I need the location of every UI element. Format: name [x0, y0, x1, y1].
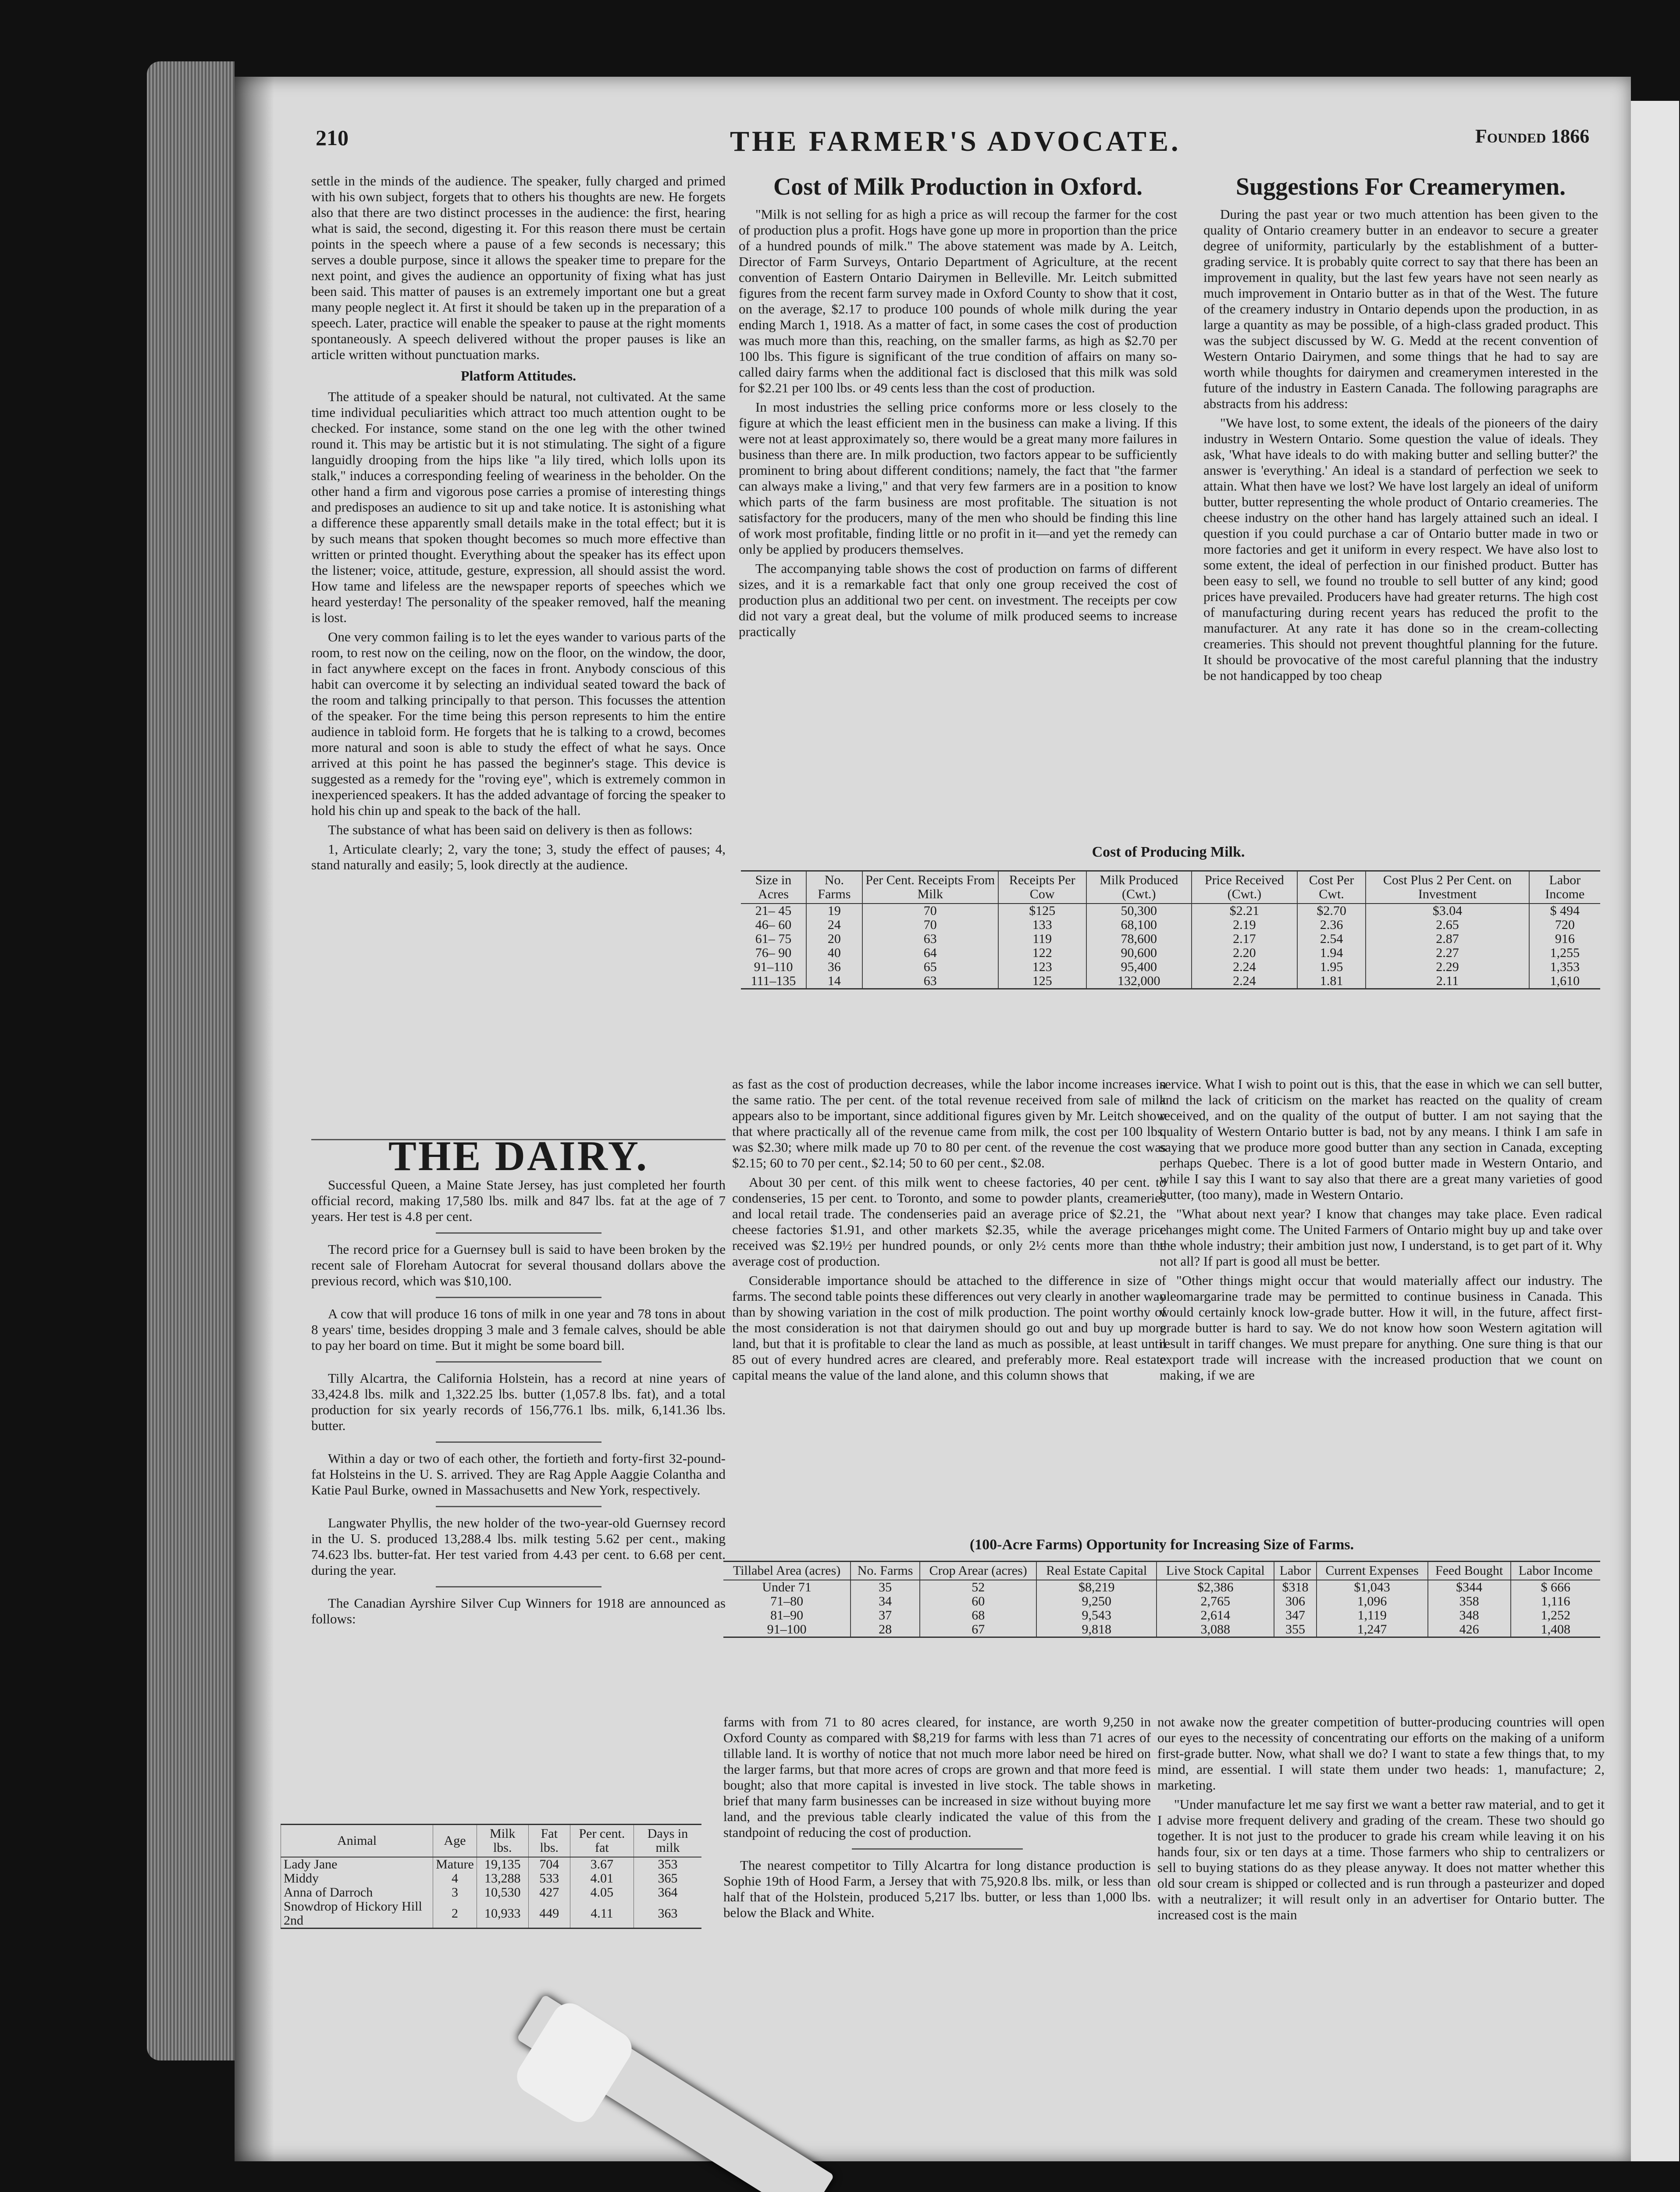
table-cell: 1,353	[1529, 960, 1600, 974]
table-cell: 76– 90	[755, 946, 792, 960]
table-header: Milk Produced (Cwt.)	[1086, 871, 1192, 904]
table-cell: Lady Jane	[281, 1857, 433, 1872]
table-header: Tillabel Area (acres)	[723, 1562, 851, 1580]
paragraph: service. What I wish to point out is this, that the ease in which we can sell butter, and the lack of criticism on the market has reacted on the quality of cream received, and on the quality of the output of butter. I am not saying that the quality of Western Ontario butter is bad, not by any means. I think I am safe in saying that we produce more good butter than any section in Canada, excepting perhaps Quebec. There is a lot of good butter made in Western Ontario, and while I say this I want to say also that there are a great many varieties of good butter, (too many), made in Western Ontario.	[1160, 1076, 1602, 1202]
table-row	[723, 1594, 1600, 1608]
table-cell: 2,614	[1157, 1608, 1274, 1623]
table-header: Milk lbs.	[477, 1825, 528, 1858]
table-cell: 10,933	[477, 1900, 528, 1929]
table-cell: 4	[433, 1872, 477, 1886]
middle-column-continued	[732, 1076, 1166, 1387]
table-cell: 132,000	[1086, 974, 1192, 989]
table-cell: 2	[433, 1900, 477, 1929]
table-cell: 2.17	[1192, 932, 1297, 946]
table-cell: 2.54	[1297, 932, 1366, 946]
table-cell: 2.87	[1366, 932, 1529, 946]
table-cell: Middy	[281, 1872, 433, 1886]
table-cell: 2.11	[1366, 974, 1529, 989]
section-title: THE DAIRY.	[388, 1132, 649, 1179]
table-cell: $2.70	[1297, 904, 1366, 918]
table-cell: 65	[862, 960, 998, 974]
table-cell: 9,818	[1036, 1623, 1157, 1637]
table-cell: 9,250	[1036, 1594, 1157, 1608]
table-row	[741, 904, 1600, 918]
article-headline: Cost of Milk Production in Oxford.	[773, 173, 1143, 200]
paragraph: The substance of what has been said on delivery is then as follows:	[328, 822, 693, 837]
table-cell: 123	[998, 960, 1086, 974]
table-cell: 37	[851, 1608, 920, 1623]
paragraph: Tilly Alcartra, the California Holstein, has a record at nine years of 33,424.8 lbs. milk and 1,322.25 lbs. butter (1,057.8 lbs. fat), and a total production for six yearly records of 156,776.1 lbs. milk, 6,141.36 lbs. butter.	[311, 1370, 726, 1433]
table-cell: 63	[862, 974, 998, 989]
table-cell: 50,300	[1086, 904, 1192, 918]
table-cell: 64	[862, 946, 998, 960]
gutter-shadow	[235, 77, 274, 2161]
subheading: Platform Attitudes.	[460, 368, 577, 384]
table-cell: 28	[851, 1623, 920, 1637]
table-row	[281, 1900, 702, 1929]
paragraph: In most industries the selling price conforms more or less closely to the figure at which the least efficient men in the business can make a living. If this were not at least approximately so, there would be a great many more failures in business than there are. In milk production, two factors appear to be sufficiently prominent to bring about different conditions; namely, the fact that "the farmer can always make a living," and that very few farmers are in a position to know which parts of the farm business are most profitable. The situation is not satisfactory for the producers, many of the men who should be finding this line of work most profitable, finding little or no profit in it—and yet the remedy can only be applied by producers themselves.	[739, 399, 1177, 557]
table-cell: 70	[862, 904, 998, 918]
table-cell: 1,252	[1511, 1608, 1600, 1623]
paragraph: "Milk is not selling for as high a price as will recoup the farmer for the cost of production plus a profit. Hogs have gone up more in proportion than the price of a hundred pounds of milk." The above statement was made by A. Leitch, Director of Farm Surveys, Ontario Department of Agriculture, at the recent convention of Eastern Ontario Dairymen in Belleville. Mr. Leitch submitted figures from the recent farm survey made in Oxford County to show that it cost, on the average, $2.17 to produce 100 pounds of whole milk during the year ending March 1, 1918. As a matter of fact, in some cases the cost of production was much more than this, reaching, on the smaller farms, as high as $2.70 per 100 lbs. This figure is significant of the true condition of affairs on many so-called dairy farms when the additional fact is disclosed that this milk was sold for $2.21 per 100 lbs. or 49 cents less than the cost of production.	[739, 206, 1177, 395]
table-cell: 78,600	[1086, 932, 1192, 946]
table-cell: 306	[1274, 1594, 1316, 1608]
table-cell: 68	[920, 1608, 1036, 1623]
founded-line: Founded 1866	[1475, 125, 1590, 147]
table-header: No. Farms	[806, 871, 862, 904]
table-header: Days in milk	[634, 1825, 701, 1858]
divider	[436, 1232, 602, 1234]
table-cell: $3.04	[1366, 904, 1529, 918]
page-number: 210	[316, 125, 349, 150]
table-cell: 3	[433, 1886, 477, 1900]
paragraph: Successful Queen, a Maine State Jersey, has just completed her fourth official record, making 17,580 lbs. milk and 847 lbs. fat at the age of 7 years. Her test is 4.8 per cent.	[311, 1177, 726, 1224]
paragraph: The Canadian Ayrshire Silver Cup Winners for 1918 are announced as follows:	[311, 1595, 726, 1626]
table-cell: 81–90	[770, 1608, 804, 1623]
paragraph: "Other things might occur that would materially affect our industry. The oleomargarine trade may be permitted to continue business in Canada. This would certainly knock low-grade butter. How it will, in the future, affect first-grade butter is hard to say. We do not know how soon Western agitation will result in tariff changes. We must prepare for anything. One sure thing is that our export trade will increase with the increased production that we count on making, if we are	[1160, 1273, 1602, 1383]
table-header: Cost Plus 2 Per Cent. on Investment	[1366, 871, 1529, 904]
table-cell: 20	[806, 932, 862, 946]
paragraph: Within a day or two of each other, the fortieth and forty-first 32-pound-fat Holsteins in the U. S. arrived. They are Rag Apple Aaggie Colantha and Katie Paul Burke, owned in Massachusetts and New York, respectively.	[311, 1451, 726, 1498]
table-cell: 364	[634, 1886, 701, 1900]
paragraph: Langwater Phyllis, the new holder of the two-year-old Guernsey record in the U. S. produced 13,288.4 lbs. milk testing 5.62 per cent., making 74.623 lbs. butter-fat. Her test varied from 4.43 per cent. to 6.68 per cent. during the year.	[311, 1515, 726, 1578]
table-cell: 19	[806, 904, 862, 918]
table-cell: 4.05	[570, 1886, 634, 1900]
ayrshire-table	[281, 1824, 701, 1929]
table-cell: 68,100	[1086, 918, 1192, 932]
table-cell: $2.21	[1192, 904, 1297, 918]
table-header: Labor Income	[1511, 1562, 1600, 1580]
table-header: Receipts Per Cow	[998, 871, 1086, 904]
paragraph: The accompanying table shows the cost of production on farms of different sizes, and it is a remarkable fact that only one group received the cost of production plus an additional two per cent. on investment. The receipts per cow did not vary a great deal, but the volume of milk produced seems to increase practically	[739, 561, 1177, 639]
right-column	[1203, 173, 1598, 687]
table-cell: 133	[998, 918, 1086, 932]
paragraph: A cow that will produce 16 tons of milk in one year and 78 tons in about 8 years' time, besides dropping 3 male and 3 female calves, should be able to pay her board on time. But it might be some board bill.	[311, 1306, 726, 1353]
table-header: Fat lbs.	[528, 1825, 570, 1858]
table-cell: 67	[920, 1623, 1036, 1637]
table-cell: 95,400	[1086, 960, 1192, 974]
table-cell: 358	[1428, 1594, 1511, 1608]
table-header: Animal	[281, 1825, 433, 1858]
table-cell: 60	[920, 1594, 1036, 1608]
table-header: Feed Bought	[1428, 1562, 1511, 1580]
table-row	[741, 974, 1600, 989]
masthead-title: THE FARMER'S ADVOCATE.	[730, 125, 1181, 157]
table-cell: 533	[528, 1872, 570, 1886]
divider	[436, 1297, 602, 1298]
table-cell: 427	[528, 1886, 570, 1900]
table-cell: 2.20	[1192, 946, 1297, 960]
table-cell: 704	[528, 1857, 570, 1872]
middle-column	[739, 173, 1177, 643]
table-cell: 355	[1274, 1623, 1316, 1637]
table-cell: 2.19	[1192, 918, 1297, 932]
table-cell: 10,530	[477, 1886, 528, 1900]
table-cell: 91–100	[723, 1623, 851, 1637]
table-cell: 4.11	[570, 1900, 634, 1929]
paragraph: Considerable importance should be attached to the difference in size of farms. The second table points these differences out very clearly in another way than by showing variation in the cost of milk production. The point worthy of the most consideration is not that dairymen should go out and buy up more land, but that it is profitable to clear the land as much as possible, at least until 85 out of every hundred acres are cleared, and preferably more. Real estate capital means the value of the land alone, and this column shows that	[732, 1273, 1166, 1383]
table-cell: 1,116	[1511, 1594, 1600, 1608]
table-cell: 365	[634, 1872, 701, 1886]
paragraph: The nearest competitor to Tilly Alcartra for long distance production is Sophie 19th of Hood Farm, a Jersey that with 75,920.8 lbs. milk, or less than half that of the Holstein, produced 5,217 lbs. butter, or less than 1,000 lbs. below the Black and White.	[723, 1858, 1151, 1920]
table-cell: 61– 75	[755, 932, 792, 946]
right-column-bottom	[1157, 1714, 1605, 1926]
table-cell: 19,135	[477, 1857, 528, 1872]
divider	[436, 1441, 602, 1443]
table-header: Price Received (Cwt.)	[1192, 871, 1297, 904]
table-cell: 119	[998, 932, 1086, 946]
table-header: Cost Per Cwt.	[1297, 871, 1366, 904]
table-cell: 1,255	[1529, 946, 1600, 960]
table-cell: $ 666	[1511, 1580, 1600, 1594]
table-header: Current Expenses	[1317, 1562, 1428, 1580]
table-cell: 34	[851, 1594, 920, 1608]
table-cell: 1.81	[1297, 974, 1366, 989]
table-cell: 63	[862, 932, 998, 946]
table-row	[741, 918, 1600, 932]
table-cell: Anna of Darroch	[281, 1886, 433, 1900]
divider	[436, 1361, 602, 1363]
table-cell: 2.29	[1366, 960, 1529, 974]
table-cell: Snowdrop of Hickory Hill 2nd	[281, 1900, 433, 1929]
table-cell: Under 71	[762, 1580, 812, 1594]
table-header: Per Cent. Receipts From Milk	[862, 871, 998, 904]
paragraph: The attitude of a speaker should be natural, not cultivated. At the same time individual peculiarities which attract too much attention ought to be checked. For instance, some stand on the one leg with the other twined round it. This may be artistic but it is not stimulating. The sight of a figure languidly drooping from the hips like "a lily tired, which lolls upon its stalk," induces a corresponding feeling of weariness in the beholder. On the other hand a firm and vigorous pose carries a promise of interesting things and predisposes an audience to sit up and take notice. It is astonishing what a difference these apparently small details make in the total effect; but it is by such means that spoken thought becomes so much more effective than written or printed thought. Everything about the speaker has its effect upon the listener; voice, attitude, gesture, expression, all should assist the word. How tame and lifeless are the newspaper reports of speeches which we heard yesterday! The personality of the speaker removed, half the meaning is lost.	[311, 389, 726, 625]
table-row	[741, 960, 1600, 974]
table-cell: 21– 45	[755, 904, 792, 918]
table-cell: 14	[806, 974, 862, 989]
table-row	[723, 1608, 1600, 1623]
table-cell: 348	[1428, 1608, 1511, 1623]
table-cell: Mature	[433, 1857, 477, 1872]
table-row	[741, 946, 1600, 960]
paragraph: not awake now the greater competition of butter-producing countries will open our eyes to the necessity of concentrating our efforts on the making of a uniform first-grade butter. Now, what shall we do? I want to state a few things that, to my mind, are essential. I will state them under two heads: 1, manufacture; 2, marketing.	[1157, 1714, 1605, 1793]
dairy-section	[311, 1131, 726, 1630]
table-cell: 2.65	[1366, 918, 1529, 932]
table-cell: 1,096	[1317, 1594, 1428, 1608]
divider	[852, 1848, 1023, 1850]
left-column	[311, 173, 726, 876]
table-cell: 1,119	[1317, 1608, 1428, 1623]
table-cell: 9,543	[1036, 1608, 1157, 1623]
table-cell: $ 494	[1529, 904, 1600, 918]
table-cell: 46– 60	[755, 918, 792, 932]
paragraph: "What about next year? I know that changes may take place. Even radical changes might come. The United Farmers of Ontario might buy up and take over the whole industry; their ambition just now, I understand, is to get part of it. Why not all? If part is good all must be better.	[1160, 1206, 1602, 1269]
table-header: Age	[433, 1825, 477, 1858]
table-cell: 36	[806, 960, 862, 974]
table-cell: 449	[528, 1900, 570, 1929]
table-title: (100-Acre Farms) Opportunity for Increasing Size of Farms.	[969, 1537, 1354, 1553]
paragraph: About 30 per cent. of this milk went to cheese factories, 40 per cent. to condenseries, 15 per cent. to Toronto, and some to powder plants, creameries and local retail trade. The condenseries paid an average price of $2.21, the cheese factories $1.91, and other markets $2.35, while the average price received was $2.19½ per hundred pounds, or only 2½ cents more than the average cost of production.	[732, 1174, 1166, 1269]
table-cell: 91–110	[754, 960, 793, 974]
middle-column-bottom	[723, 1714, 1151, 1924]
table-cell: 4.01	[570, 1872, 634, 1886]
paragraph: "We have lost, to some extent, the ideals of the pioneers of the dairy industry in Western Ontario. Some question the value of ideals. They ask, 'What have ideals to do with making butter and selling butter?' the answer is 'everything.' An ideal is a standard of perfection we seek to attain. What then have we lost? We have lost largely an ideal of uniform butter, butter representing the whole product of Ontario creameries. The cheese industry on the other hand has largely attained such an ideal. I question if you could purchase a car of Ontario butter made in two or more factories and get it uniform in every respect. We have also lost to some extent, the ideal of perfection in our finished product. Butter has been easy to sell, we found no trouble to sell butter of any kind; good prices have prevailed. Producers have had greater returns. The high cost of manufacturing during recent years has reduced the profit to the manufacturer. At any rate it has done so in the cream-collecting creameries. This should not prevent thoughtful planning for the future. It should be provocative of the most careful planning that the industry be not handicapped by too cheap	[1203, 415, 1598, 683]
table-header: Crop Arear (acres)	[920, 1562, 1036, 1580]
table-cell: 353	[634, 1857, 701, 1872]
table-cell: 40	[806, 946, 862, 960]
table-cell: 2.36	[1297, 918, 1366, 932]
table-cell: $1,043	[1317, 1580, 1428, 1594]
table-row	[723, 1580, 1600, 1594]
paragraph: One very common failing is to let the eyes wander to various parts of the room, to rest now on the ceiling, now on the floor, on the window, the door, in fact anywhere except on the faces in front. Anybody conscious of this habit can overcome it by selecting an individual seated toward the back of the room and talking principally to that person. This focusses the attention of the speaker. For the time being this person represents to him the entire audience in tabloid form. He forgets that he is talking to a crowd, becomes more natural and soon is able to study the effect of what he says. Once arrived at this point he has passed the beginner's stage. This device is suggested as a remedy for the "roving eye", which is extremely common in inexperienced speakers. It has the added advantage of forcing the speaker to hold his chin up and speak to the back of the hall.	[311, 629, 726, 818]
table-cell: 111–135	[741, 974, 806, 989]
table-row	[741, 932, 1600, 946]
paragraph: "Under manufacture let me say first we want a better raw material, and to get it I advise more frequent delivery and grading of the cream. These two should go together. It is not just to the producer to grade his cream while leaving it on his hands four, six or ten days at a time. Those farmers who ship to centralizers or sell to buying stations do as they please anyway. It does not matter whether this old sour cream is shipped or collected and is run through a pasteurizer and doped with a neutralizer; it will result only in an advertiser for Ontario butter. The increased cost is the main	[1157, 1797, 1605, 1922]
table-cell: 1,610	[1529, 974, 1600, 989]
table-row	[723, 1623, 1600, 1637]
table-cell: 1.94	[1297, 946, 1366, 960]
table-row	[281, 1857, 702, 1872]
table-cell: $2,386	[1157, 1580, 1274, 1594]
table-cell: 426	[1428, 1623, 1511, 1637]
table-cell: $344	[1428, 1580, 1511, 1594]
paragraph: settle in the minds of the audience. The speaker, fully charged and primed with his own subject, forgets that to others his thoughts are new. He forgets also that there are two distinct processes in the audience: the first, hearing what is said, the second, digesting it. For this reason there must be certain points in the speech where a pause of a few seconds is necessary; this serves a double purpose, since it allows the speaker time to prepare for the next point, and gives the audience an opportunity of fixing what has just been said. This matter of pauses is an extremely important one but a great many people neglect it. At first it should be taken up in the preparation of a speech. Later, practice will enable the speaker to pause at the right moments spontaneously. A speech delivered without the proper pauses is like an article written without punctuation marks.	[311, 173, 726, 362]
table-header: Size in Acres	[741, 871, 806, 904]
right-column-continued	[1160, 1076, 1602, 1387]
table-cell: $318	[1274, 1580, 1316, 1594]
table-cell: 70	[862, 918, 998, 932]
table-cell: 125	[998, 974, 1086, 989]
table-cell: 363	[634, 1900, 701, 1929]
table-cell: 3.67	[570, 1857, 634, 1872]
table-cell: 1,247	[1317, 1623, 1428, 1637]
table-header: Per cent. fat	[570, 1825, 634, 1858]
table-cell: $8,219	[1036, 1580, 1157, 1594]
table-header: Real Estate Capital	[1036, 1562, 1157, 1580]
table-cell: 24	[806, 918, 862, 932]
table-row	[281, 1872, 702, 1886]
cost-of-producing-milk-table	[741, 870, 1600, 989]
table-cell: 3,088	[1157, 1623, 1274, 1637]
table-header: Labor	[1274, 1562, 1316, 1580]
table-cell: 2,765	[1157, 1594, 1274, 1608]
table-cell: 52	[920, 1580, 1036, 1594]
paragraph: as fast as the cost of production decreases, while the labor income increases in the same ratio. The per cent. of the total revenue received from sale of milk appears also to be important, since additional figures given by Mr. Leitch show that where practically all of the revenue came from milk, the cost per 100 lbs. was $2.30; where milk made up 70 to 80 per cent. of the revenue the cost was $2.15; 60 to 70 per cent., $2.14; 50 to 60 per cent., $2.08.	[732, 1076, 1166, 1171]
paragraph: The record price for a Guernsey bull is said to have been broken by the recent sale of Floreham Autocrat for several thousand dollars above the previous record, which was $10,100.	[311, 1242, 726, 1288]
table-cell: 71–80	[770, 1594, 804, 1608]
table-row	[281, 1886, 702, 1900]
paragraph: farms with from 71 to 80 acres cleared, for instance, are worth 9,250 in Oxford County as compared with $8,219 for farms with less than 71 acres of tillable land. It is worthy of notice that not much more labor need be hired on the larger farms, but that more acres of crops are grown and that more feed is bought; also that more capital is invested in live stock. The table shows in brief that many farm businesses can be increased in size without buying more land, and the previous table clearly indicated the value of this from the standpoint of reducing the cost of production.	[723, 1714, 1151, 1840]
table-cell: 2.24	[1192, 960, 1297, 974]
table-cell: $125	[998, 904, 1086, 918]
divider	[436, 1586, 602, 1587]
table-cell: 916	[1529, 932, 1600, 946]
table-header: No. Farms	[851, 1562, 920, 1580]
table-cell: 347	[1274, 1608, 1316, 1623]
table-header: Live Stock Capital	[1157, 1562, 1274, 1580]
table-cell: 90,600	[1086, 946, 1192, 960]
table-cell: 35	[851, 1580, 920, 1594]
table-title: Cost of Producing Milk.	[1092, 844, 1245, 860]
paragraph: During the past year or two much attention has been given to the quality of Ontario creamery butter in an endeavor to secure a greater degree of uniformity, particularly by the establishment of a butter-grading service. It is probably quite correct to say that there has been an improvement in quality, but the last few years have not seen nearly as much improvement in Ontario butter as in that of the West. The future of the creamery industry in Ontario depends upon the production, in as large a quantity as may be possible, of a high-class graded product. This was the subject discussed by W. G. Medd at the recent convention of Western Ontario Dairymen, and some things that he had to say are worth while thoughts for dairymen and creamerymen interested in the future of the industry in Eastern Canada. The following paragraphs are abstracts from his address:	[1203, 206, 1598, 411]
table-cell: 2.24	[1192, 974, 1297, 989]
book-page-edges	[147, 61, 235, 2060]
table-cell: 13,288	[477, 1872, 528, 1886]
farm-size-opportunity-table	[723, 1561, 1600, 1638]
paragraph: 1, Articulate clearly; 2, vary the tone; 3, study the effect of pauses; 4, stand naturally and easily; 5, look directly at the audience.	[311, 841, 726, 872]
table-cell: 122	[998, 946, 1086, 960]
divider	[436, 1506, 602, 1507]
article-headline: Suggestions For Creamerymen.	[1235, 173, 1566, 200]
table-cell: 1,408	[1511, 1623, 1600, 1637]
table-cell: 2.27	[1366, 946, 1529, 960]
table-cell: 720	[1529, 918, 1600, 932]
table-cell: 1.95	[1297, 960, 1366, 974]
table-header: Labor Income	[1529, 871, 1600, 904]
